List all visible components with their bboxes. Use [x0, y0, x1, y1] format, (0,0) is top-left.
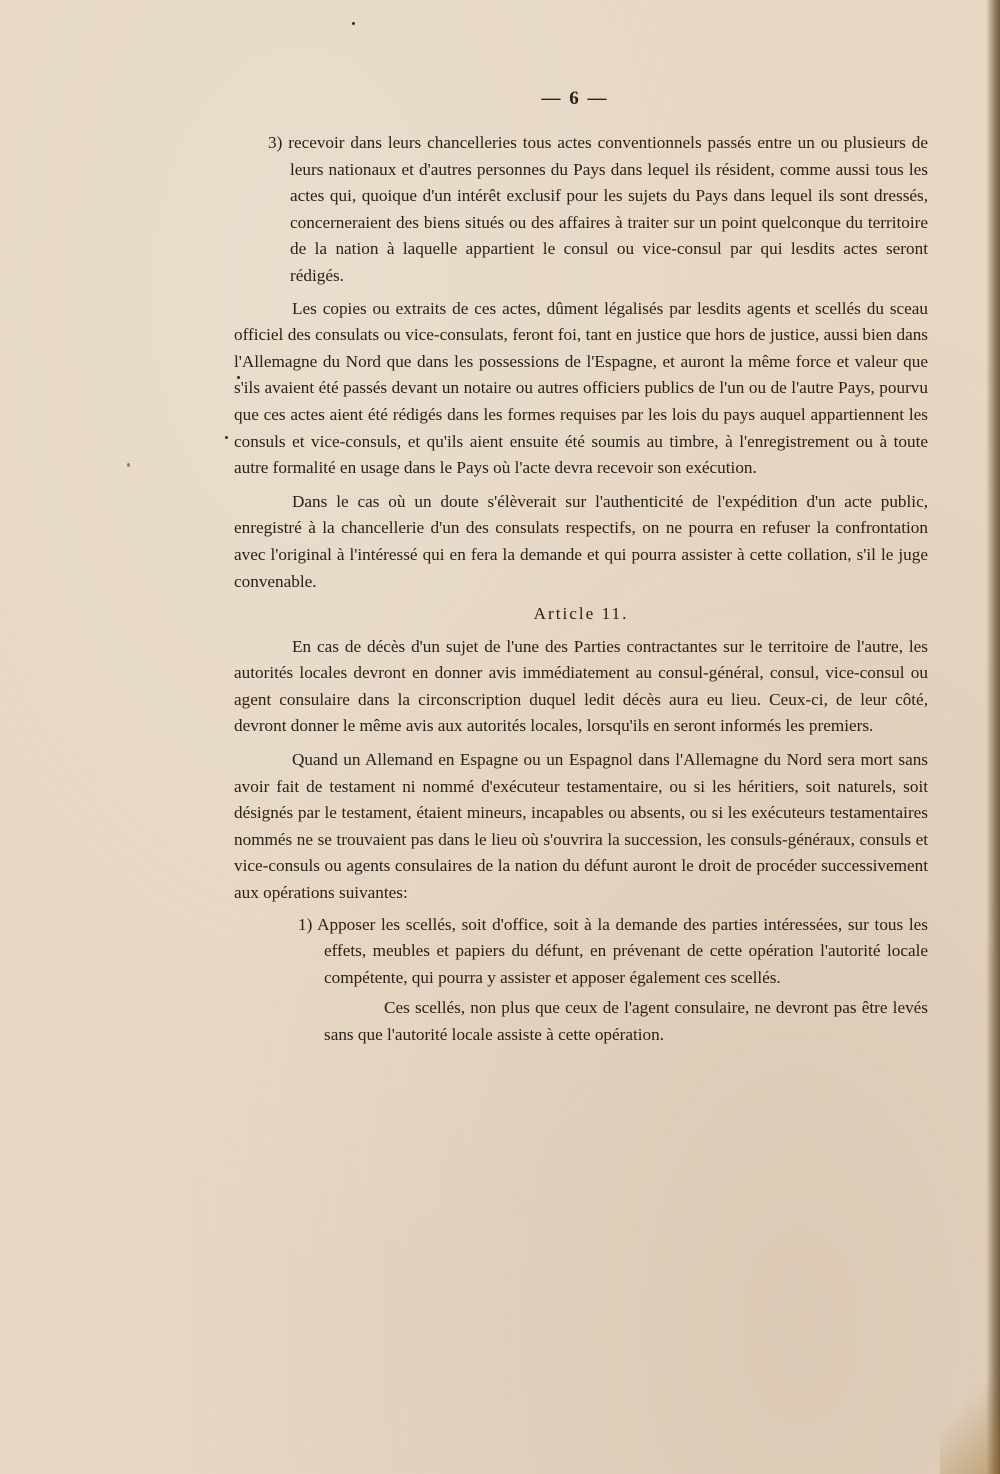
article-heading: Article 11.: [533, 604, 629, 624]
paper-speck: [225, 436, 228, 439]
paper-speck: [352, 22, 355, 25]
paragraph-scelles: Ces scellés, non plus que ceux de l'agent consulaire, ne devront pas être levés sans que l'autorité locale assiste à cette opération.: [324, 998, 928, 1044]
page-number: — 6 —: [541, 88, 609, 109]
paragraph-authenticite: Dans le cas où un doute s'élèverait sur l'authenticité de l'expédition d'un acte public, enregistré à la chancellerie d'un des consulats respectifs, on ne pourra en refuser la confrontation avec l'original à l'intéressé qui en fera la demande et qui pourra assister à cette collation, s'il le juge convenable.: [234, 491, 928, 591]
enumerated-clause-3: 3) recevoir dans leurs chancelleries tous actes conventionnels passés entre un ou plusieurs de leurs nationaux et d'autres personnes du Pays dans lequel ils résident, comme aussi tous les actes qui, quoique d'un intérêt exclusif pour les sujets du Pays dans lequel ils sont dressés, concerneraient des biens situés ou des affaires à traiter sur un point quelconque du territoire de la nation à laquelle appartient le consul ou vice-consul par qui lesdits actes seront rédigés.: [268, 133, 928, 285]
document-body: [234, 130, 928, 1049]
paragraph-succession: Quand un Allemand en Espagne ou un Espagnol dans l'Allemagne du Nord sera mort sans avoir fait de testament ni nommé d'exécuteur testamentaire, ou si les héritiers, soit naturels, soit désignés par le testament, étaient mineurs, incapables ou absents, ou si les exécuteurs testamentaires nommés ne se trouvaient pas dans le lieu où s'ouvrira la succession, les consuls-généraux, consuls et vice-consuls ou agents consulaires de la nation du défunt auront le droit de procéder successivement aux opérations suivantes:: [234, 750, 928, 903]
paper-speck: [127, 463, 130, 467]
paragraph-deces: En cas de décès d'un sujet de l'une des Parties contractantes sur le territoire de l'autre, les autorités locales devront en donner avis immédiatement au consul-général, consul, vice-consul ou agent consulaire dans la circonscription duquel ledit décès aura eu lieu. Ceux-ci, de leur côté, devront donner le même avis aux autorités locales, lorsqu'ils en seront informés les premiers.: [234, 636, 928, 736]
enumerated-clause-1: 1) Apposer les scellés, soit d'office, soit à la demande des parties intéressées, sur tous les effets, meubles et papiers du défunt, en prévenant de cette opération l'autorité locale compétente, qui pourra y assister et apposer également ces scellés.: [298, 914, 928, 987]
page-edge-shadow: [986, 0, 1000, 1474]
paragraph-copies-extraits: Les copies ou extraits de ces actes, dûment légalisés par lesdits agents et scellés du sceau officiel des consulats ou vice-consulats, feront foi, tant en justice que hors de justice, aussi bien dans l'Allemagne du Nord que dans les possessions de l'Espagne, et auront la même force et valeur que s'ils avaient été passés devant un notaire ou autres officiers publics de l'un ou de l'autre Pays, pourvu que ces actes aient été rédigés dans les formes requises par les lois du pays auquel appartiennent les consuls et vice-consuls, et qu'ils aient ensuite été soumis au timbre, à l'enregistrement ou à toute autre formalité en usage dans le Pays où l'acte devra recevoir son exécution.: [234, 298, 928, 478]
page-corner-stain: [940, 1354, 1000, 1474]
